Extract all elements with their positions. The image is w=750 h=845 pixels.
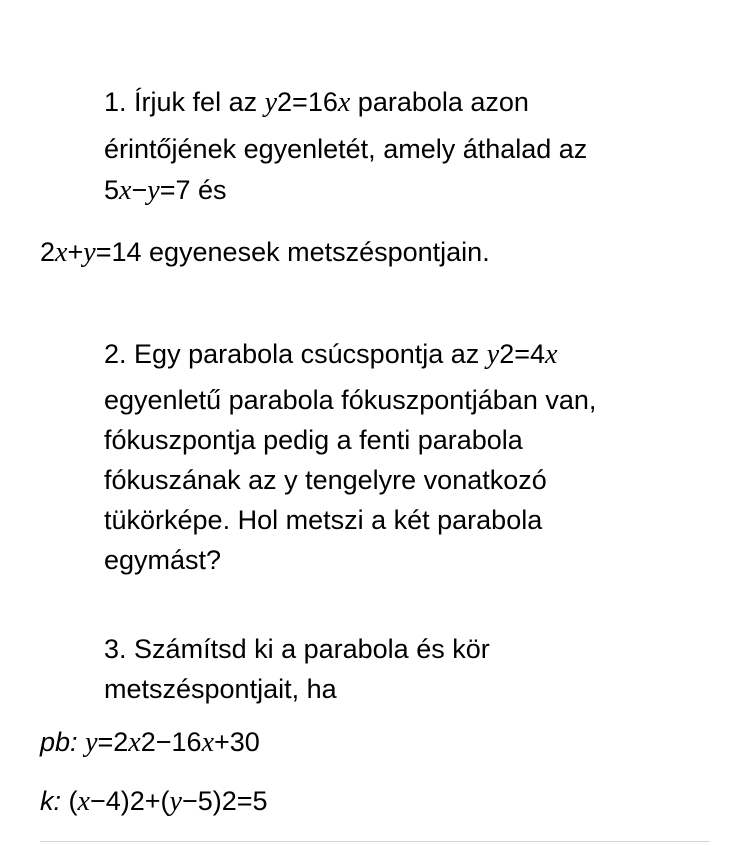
problem-1-line-3: 5x−y=7 és bbox=[104, 175, 227, 206]
problem-3-line-1: 3. Számítsd ki a parabola és kör bbox=[104, 634, 490, 664]
problem-1-number: 1. bbox=[104, 87, 127, 117]
problem-2-line-6: egymást? bbox=[104, 545, 222, 575]
problem-3-number: 3. bbox=[104, 634, 127, 664]
parabola-equation: pb: y=2x2−16x+30 bbox=[40, 727, 260, 758]
problem-2-line-3: fókuszpontja pedig a fenti parabola bbox=[104, 425, 523, 455]
problem-1-line-1: 1. Írjuk fel az y2=16x parabola azon bbox=[104, 87, 529, 118]
problem-1-line-2: érintőjének egyenletét, amely áthalad az bbox=[104, 134, 588, 164]
problem-2-number: 2. bbox=[104, 339, 127, 369]
problem-3-line-2: metszéspontjait, ha bbox=[104, 674, 337, 704]
problem-2-line-2: egyenletű parabola fókuszpontjában van, bbox=[104, 385, 597, 415]
problem-2-line-1: 2. Egy parabola csúcspontja az y2=4x bbox=[104, 339, 558, 370]
circle-equation: k: (x−4)2+(y−5)2=5 bbox=[40, 786, 268, 817]
parabola-label: pb: bbox=[40, 727, 78, 757]
problem-1-line-4: 2x+y=14 egyenesek metszéspontjain. bbox=[40, 237, 490, 268]
problem-2-line-5: tükörképe. Hol metszi a két parabola bbox=[104, 505, 543, 535]
problem-2-line-4: fókuszának az y tengelyre vonatkozó bbox=[104, 465, 547, 495]
circle-label: k: bbox=[40, 786, 62, 816]
divider bbox=[40, 841, 710, 842]
